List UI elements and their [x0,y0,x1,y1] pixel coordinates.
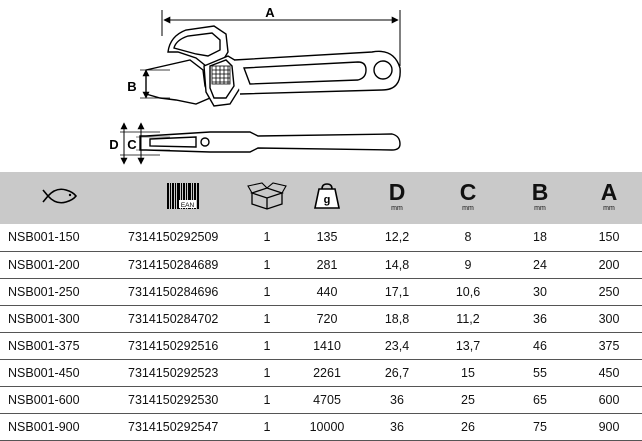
header-dimension-d [362,172,432,224]
table-row [0,278,642,305]
package-quantity-cell: 1 [263,419,271,434]
dimension-c-unit: mm [462,205,474,212]
dimension-b-cell: 65 [533,392,547,407]
ean-cell: 7314150284696 [128,284,219,299]
dimension-a-cell: 900 [598,419,620,434]
dimension-a-cell: 300 [598,311,620,326]
header-package-quantity [242,172,292,224]
header-article-number [0,172,124,224]
dimension-d-cell: 18,8 [384,311,410,326]
dimension-a-label: A [265,5,275,20]
package-quantity-cell: 1 [263,311,271,326]
package-quantity-cell: 1 [263,392,271,407]
package-quantity-cell: 1 [263,284,271,299]
spec-table [0,172,642,441]
dimension-d-cell: 36 [390,392,404,407]
article-number-cell: NSB001-900 [8,419,80,434]
dimension-c-cell: 9 [464,257,472,272]
package-quantity-cell: 1 [263,338,271,353]
dimension-c-letter: C [459,179,477,205]
ean-cell: 7314150292516 [128,338,219,353]
dimension-a-cell: 250 [598,284,620,299]
ean-cell: 7314150292509 [128,230,219,245]
ean-cell: 7314150292547 [128,419,219,434]
article-number-cell: NSB001-450 [8,365,80,380]
dimension-d-cell: 23,4 [384,338,410,353]
dimension-a-cell: 150 [598,230,620,245]
package-quantity-cell: 1 [263,365,271,380]
weight-cell: 4705 [313,392,341,407]
dimension-c-label: C [127,137,137,152]
dimension-d-cell: 12,2 [384,230,410,245]
table-row [0,305,642,332]
wrench-top-view [146,26,400,106]
dimension-c-cell: 8 [464,230,472,245]
wrench-drawing [0,0,642,172]
weight-cell: 720 [316,311,338,326]
wrench-side-view [140,132,400,152]
weight-cell: 281 [316,257,338,272]
article-number-cell: NSB001-600 [8,392,80,407]
header-dimension-a [576,172,642,224]
article-number-cell: NSB001-150 [8,230,80,245]
dimension-d-cell: 36 [390,419,404,434]
dimension-d-cell: 17,1 [384,284,410,299]
article-number-cell: NSB001-200 [8,257,80,272]
weight-cell: 440 [316,284,338,299]
dimension-b-cell: 46 [533,338,547,353]
dimension-c-cell: 13,7 [455,338,481,353]
weight-cell: 10000 [309,419,345,434]
table-row [0,386,642,413]
fish-icon [42,186,82,206]
dimension-d-label: D [109,137,119,152]
table-header-row [0,172,642,224]
package-box-icon [247,182,287,210]
table-row [0,413,642,440]
adjusting-knurl [212,66,230,84]
table-row [0,251,642,278]
package-quantity-cell: 1 [263,257,271,272]
dimension-a-letter: A [600,179,618,205]
weight-cell: 1410 [313,338,341,353]
dimension-b-cell: 30 [533,284,547,299]
dimension-b-cell: 36 [533,311,547,326]
barcode-text: EAN [180,201,195,209]
dimension-b-unit: mm [534,205,546,212]
weight-cell: 135 [316,230,338,245]
dimension-d-letter: D [388,179,406,205]
dimension-c-cell: 25 [461,392,475,407]
dimension-c-cell: 26 [461,419,475,434]
weight-cell: 2261 [313,365,341,380]
table-row [0,359,642,386]
dimension-a-cell: 600 [598,392,620,407]
dimension-d-cell: 14,8 [384,257,410,272]
header-weight [292,172,362,224]
header-dimension-c [432,172,504,224]
dimension-d-cell: 26,7 [384,365,410,380]
dimension-b-cell: 75 [533,419,547,434]
dimension-b-cell: 55 [533,365,547,380]
table-row [0,224,642,251]
ean-cell: 7314150284702 [128,311,219,326]
dimension-a-unit: mm [603,205,615,212]
table-row [0,332,642,359]
dimension-c-cell: 11,2 [456,311,480,326]
ean-cell: 7314150292530 [128,392,219,407]
dimension-b-cell: 18 [533,230,547,245]
ean-cell: 7314150284689 [128,257,219,272]
dimension-a-cell: 450 [598,365,620,380]
ean-cell: 7314150292523 [128,365,219,380]
dimension-c-cell: 15 [461,365,475,380]
dimension-c-cell: 10,6 [455,284,481,299]
barcode-icon [167,183,199,209]
article-number-cell: NSB001-300 [8,311,80,326]
dimension-a-cell: 200 [598,257,620,272]
dimension-b-cell: 24 [533,257,547,272]
weight-icon [313,182,341,210]
dimension-b-letter: B [531,179,549,205]
dimension-b-label: B [127,79,137,94]
dimension-a-cell: 375 [598,338,620,353]
header-ean [124,172,242,224]
dimension-d-unit: mm [391,205,403,212]
header-dimension-b [504,172,576,224]
article-number-cell: NSB001-250 [8,284,80,299]
article-number-cell: NSB001-375 [8,338,80,353]
package-quantity-cell: 1 [263,230,271,245]
weight-unit: g [323,193,331,206]
